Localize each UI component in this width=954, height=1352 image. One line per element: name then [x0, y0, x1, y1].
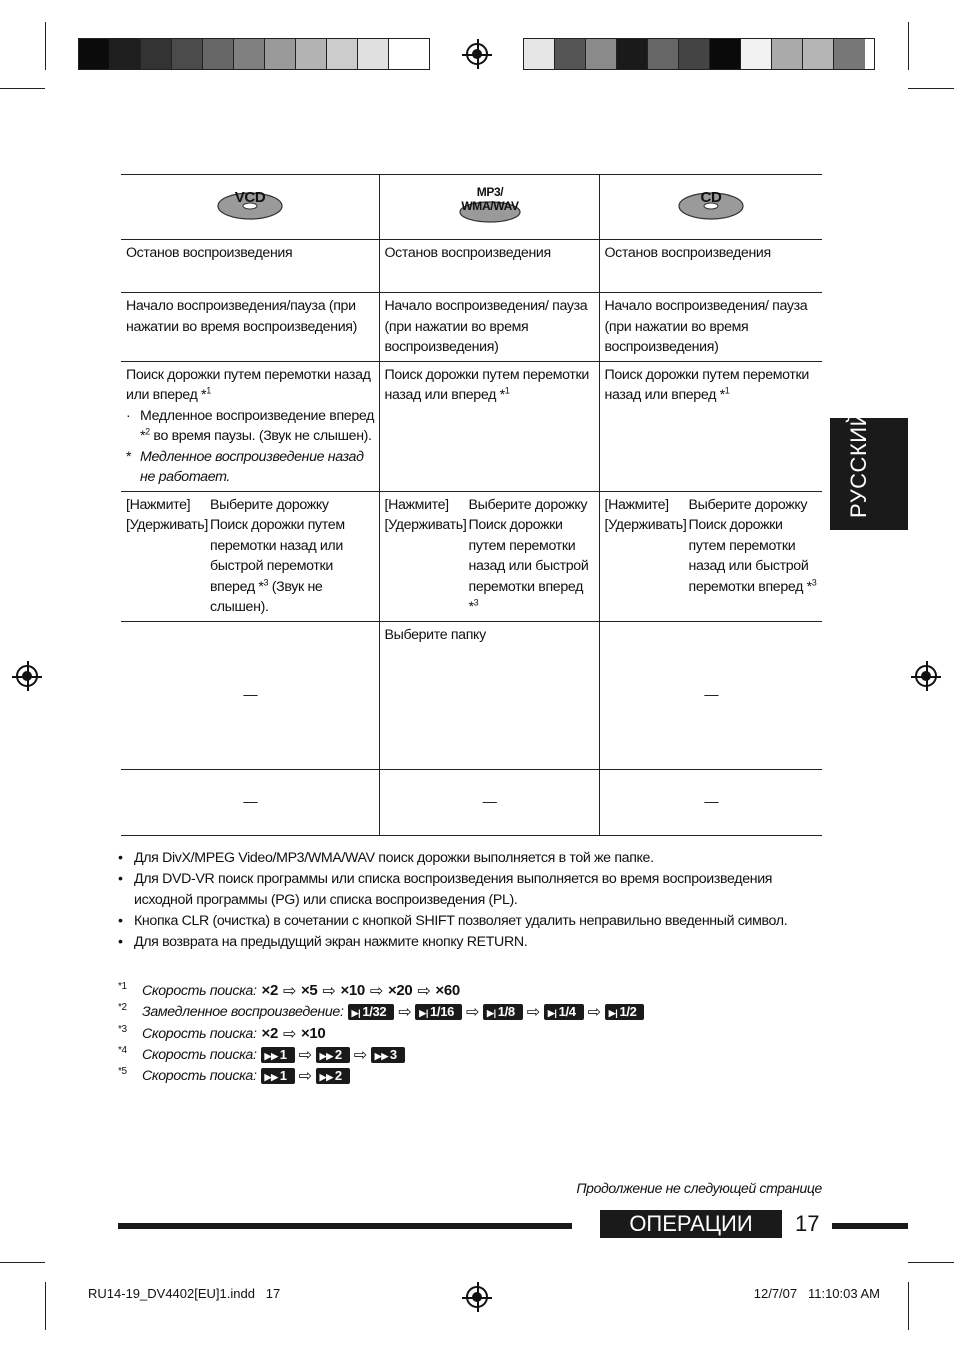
crop-mark: [0, 1262, 45, 1263]
svg-text:WMA/WAV: WMA/WAV: [460, 198, 519, 213]
vcd-logo: [121, 175, 379, 240]
table-row-last: — — —: [121, 769, 822, 835]
table-row-press: [Нажмите] Выберите дорожку [Удерживать] Поиск дорожки путем перемотки назад или быстрой перемотки вперед *$^3$ (Звук не слышен). [Нажмите] Выберите дорожку [Удерживать] Поиск дорожки путем перемотки назад или быстрой перемотки вперед *$^3$ [Нажмите] Выберите дорожку [Удерживать] Поиск дорожки путем перемотки назад или быстрой перемотки вперед *$^3$: [121, 491, 822, 621]
footnote-5: *5 Скорость поиска: ▶▶ 1 ⇨ ▶▶ 2: [118, 1065, 818, 1086]
function-table: [121, 174, 822, 836]
color-bar-right: [523, 38, 875, 70]
slug-file: RU14-19_DV4402[EU]1.indd 17: [88, 1286, 281, 1301]
footnote-3: *3 Скорость поиска: ×2 ⇨ ×10: [118, 1024, 326, 1043]
crop-mark: [0, 88, 45, 89]
list-item: • Для DVD-VR поиск программы или списка воспроизведения выполняется во время воспроизведения исходной программы (PG) или списка воспроизведения (PL).: [118, 871, 773, 908]
table-row-search: Поиск дорожки путем перемотки назад или вперед *$^1$ · Медленное воспроизведение вперед *$^2$ во время паузы. (Звук не слышен). * Медленное воспроизведение назад не работает. Поиск дорожки путем перемотки назад или вперед *$^1$ Поиск дорожки путем перемотки назад или вперед *$^1$: [121, 361, 822, 491]
continued-note: Продолжение не следующей странице: [576, 1180, 822, 1196]
list-item: • Для возврата на предыдущий экран нажмите кнопку RETURN.: [118, 934, 528, 950]
crop-mark: [908, 1282, 909, 1330]
slug-date: 12/7/07 11:10:03 AM: [753, 1286, 880, 1301]
svg-text:CD: CD: [700, 188, 722, 206]
list-item: • Кнопка CLR (очистка) в сочетании с кнопкой SHIFT позволяет удалить неправильно введенный символ.: [118, 913, 788, 929]
svg-text:VCD: VCD: [234, 188, 266, 206]
table-row: Начало воспроизведения/пауза (при нажатии во время воспроизведения) Начало воспроизведения/ пауза (при нажатии во время воспроизведения) Начало воспроизведения/ пауза (при нажатии во время воспроизведения): [121, 293, 822, 362]
registration-mark-left: [16, 665, 38, 687]
mp3-wma-wav-logo: [379, 175, 599, 240]
table-row: Останов воспроизведения Останов воспроизведения Останов воспроизведения: [121, 240, 822, 293]
footer-rule-right: [832, 1223, 908, 1229]
table-header-row: [121, 175, 822, 240]
section-title: ОПЕРАЦИИ: [600, 1210, 782, 1238]
language-tab: РУССКИЙ: [830, 418, 908, 530]
registration-mark-bottom: [466, 1286, 488, 1308]
crop-mark: [45, 1282, 46, 1330]
crop-mark: [45, 22, 46, 70]
color-bar-left: [78, 38, 430, 70]
footnote-1: *1 Скорость поиска: ×2 ⇨ ×5 ⇨ ×10 ⇨ ×20 ⇨ ×60: [118, 981, 460, 1000]
table-row-folder: — Выберите папку —: [121, 621, 822, 769]
crop-mark: [908, 1262, 954, 1263]
registration-mark-right: [915, 665, 937, 687]
page-number: 17: [795, 1211, 820, 1236]
cd-logo: [599, 175, 822, 240]
footnote-4: *4 Скорость поиска: ▶▶ 1 ⇨ ▶▶ 2 ⇨ ▶▶ 3: [118, 1044, 818, 1065]
footnote-2: *2 Замедленное воспроизведение: ▶| 1/32 ⇨ ▶| 1/16 ⇨ ▶| 1/8 ⇨ ▶| 1/4 ⇨ ▶| 1/2: [118, 1001, 818, 1022]
list-item: • Для DivX/MPEG Video/MP3/WMA/WAV поиск дорожки выполняется в той же папке.: [118, 850, 654, 866]
crop-mark: [908, 22, 909, 70]
registration-mark-top: [466, 43, 488, 65]
crop-mark: [908, 88, 954, 89]
svg-text:MP3/: MP3/: [476, 184, 503, 199]
footer-rule-left: [118, 1223, 572, 1229]
notes-list: [118, 848, 818, 953]
